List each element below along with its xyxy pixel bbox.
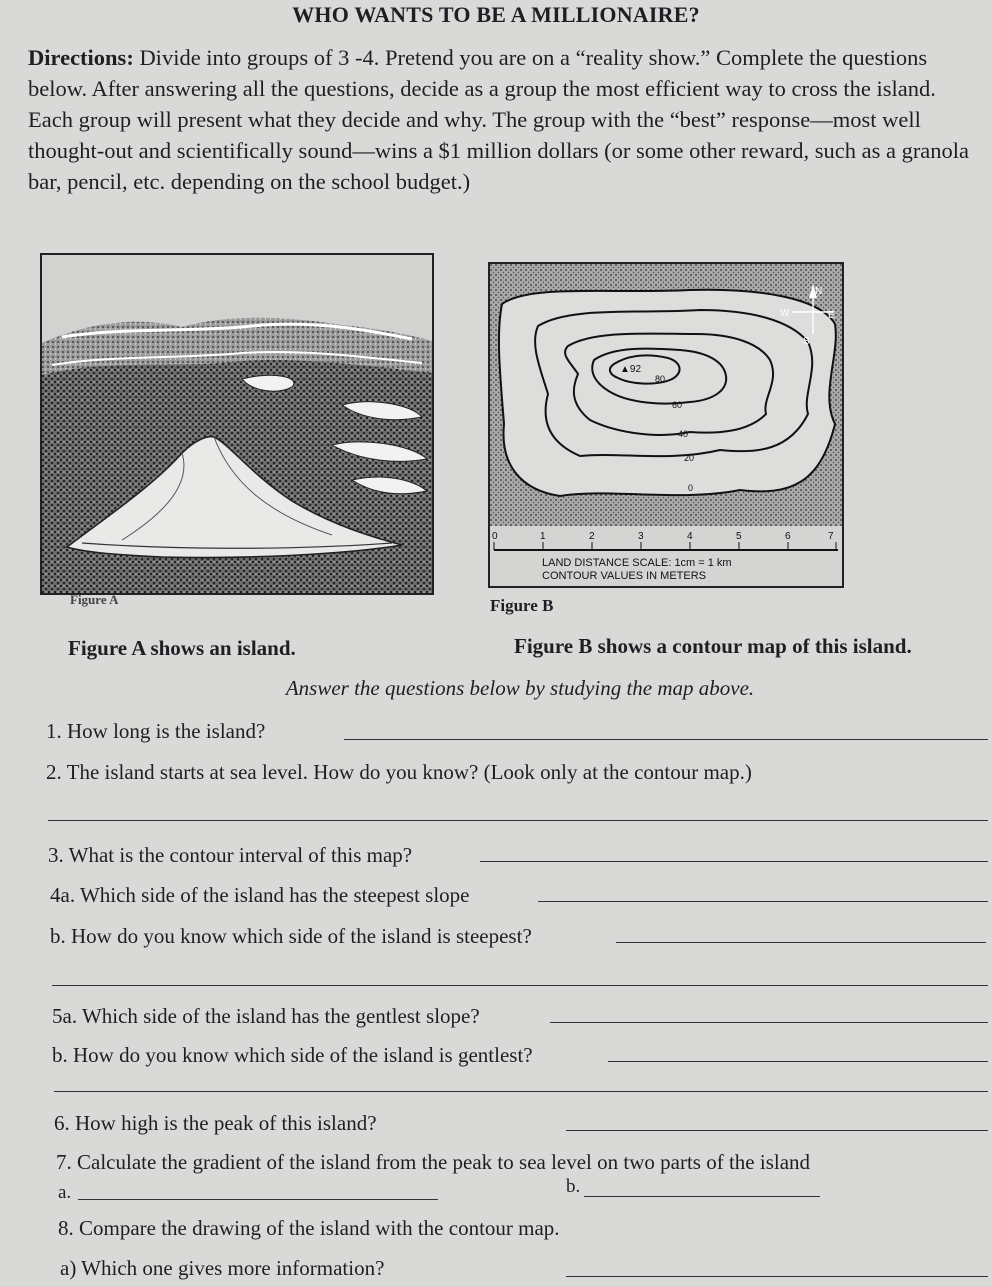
contour-values-text: CONTOUR VALUES IN METERS <box>542 570 707 582</box>
scale-tick-3: 3 <box>638 531 644 542</box>
figure-b-contour-map <box>488 262 844 588</box>
answer-line-4b[interactable] <box>616 942 986 943</box>
instruction-text: Answer the questions below by studying the map above. <box>285 676 755 700</box>
scale-tick-7: 7 <box>828 531 834 542</box>
compass-s: S <box>803 336 810 347</box>
question-6: 6. How high is the peak of this island? <box>54 1111 377 1135</box>
question-8: 8. Compare the drawing of the island with the contour map. <box>58 1216 560 1240</box>
figure-a-label: Figure A <box>70 592 119 607</box>
question-1: 1. How long is the island? <box>46 719 266 743</box>
question-4a: 4a. Which side of the island has the steepest slope <box>50 883 470 907</box>
contour-label-60: 60 <box>672 400 683 410</box>
question-5a: 5a. Which side of the island has the gentlest slope? <box>52 1004 480 1028</box>
contour-label-40: 40 <box>678 429 689 439</box>
distance-scale-bar <box>492 531 838 582</box>
answer-line-5a[interactable] <box>550 1022 988 1023</box>
scale-tick-4: 4 <box>687 531 693 542</box>
contour-label-0: 0 <box>688 483 694 493</box>
compass-n: N <box>815 286 823 297</box>
directions-text: Divide into groups of 3 -4. Pretend you are on a “reality show.” Complete the questions below. After answering all the questions, decide as a group the most efficient way to cross the island. Each group will present what they decide and why. The group with the “best” response—most well thought-out and scientifically sound—wins a $1 million dollars (or some other reward, such as a granola bar, pencil, etc. depending on the school budget.) <box>28 45 970 194</box>
figure-a-island-drawing <box>40 253 434 595</box>
question-2: 2. The island starts at sea level. How do you know? (Look only at the contour map.) <box>46 760 752 784</box>
contour-label-80: 80 <box>655 374 666 384</box>
directions-label: Directions: <box>28 45 134 70</box>
directions-paragraph <box>28 42 978 197</box>
answer-line-5b[interactable] <box>608 1061 988 1062</box>
question-8a: a) Which one gives more information? <box>60 1256 385 1280</box>
peak-label: ▲92 <box>620 364 642 375</box>
scale-tick-1: 1 <box>540 531 546 542</box>
contour-label-20: 20 <box>684 453 695 463</box>
answer-line-5b-extra[interactable] <box>54 1091 988 1092</box>
scale-text: LAND DISTANCE SCALE: 1cm = 1 km <box>542 557 732 569</box>
figure-b-label: Figure B <box>490 596 554 615</box>
question-7: 7. Calculate the gradient of the island from the peak to sea level on two parts of the island <box>56 1150 811 1174</box>
question-3: 3. What is the contour interval of this map? <box>48 843 413 867</box>
question-5b: b. How do you know which side of the island is gentlest? <box>52 1043 533 1067</box>
answer-line-4b-extra[interactable] <box>52 985 988 986</box>
answer-line-3[interactable] <box>480 861 988 862</box>
island-illustration <box>42 255 432 593</box>
scale-tick-6: 6 <box>785 531 791 542</box>
worksheet-title: WHO WANTS TO BE A MILLIONAIRE? <box>292 2 700 27</box>
figure-a-caption: Figure A shows an island. <box>68 636 296 660</box>
answer-line-7a[interactable] <box>78 1199 438 1200</box>
answer-line-2[interactable] <box>48 820 988 821</box>
scale-tick-2: 2 <box>589 531 595 542</box>
compass-e: E <box>828 310 835 321</box>
question-7a-label: a. <box>58 1182 72 1203</box>
contour-map-svg <box>490 264 842 586</box>
compass-w: W <box>780 308 790 319</box>
scale-tick-5: 5 <box>736 531 742 542</box>
question-4b: b. How do you know which side of the island is steepest? <box>50 924 532 948</box>
answer-line-7b[interactable] <box>584 1196 820 1197</box>
question-7b-label: b. <box>566 1176 581 1197</box>
answer-line-6[interactable] <box>566 1130 988 1131</box>
answer-line-4a[interactable] <box>538 901 988 902</box>
answer-line-1[interactable] <box>344 739 988 740</box>
scale-tick-0: 0 <box>492 531 498 542</box>
answer-line-8a[interactable] <box>566 1276 988 1277</box>
figure-b-caption: Figure B shows a contour map of this island. <box>514 634 912 658</box>
